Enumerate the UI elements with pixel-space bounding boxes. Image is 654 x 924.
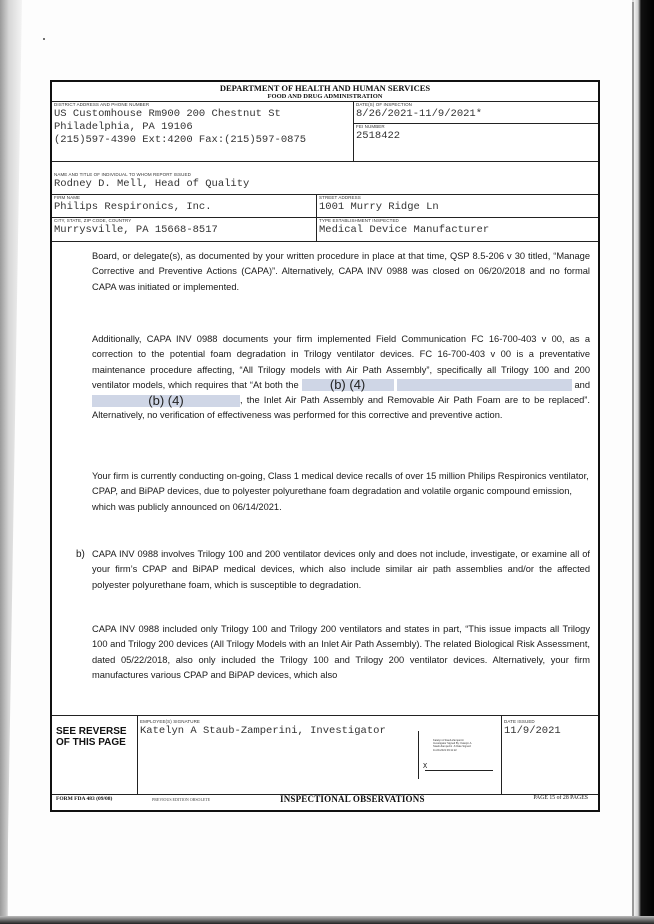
scan-speck [43, 38, 45, 40]
city-row [52, 218, 598, 242]
observation-item-b [76, 547, 590, 593]
recipient-label: NAME AND TITLE OF INDIVIDUAL TO WHOM REPORT ISSUED [54, 172, 191, 177]
district-cell [52, 102, 354, 161]
paragraph-text [92, 332, 590, 424]
scan-binding-edge [634, 0, 654, 924]
inspection-dates-label: DATE(S) OF INSPECTION [356, 102, 413, 107]
city-cell [52, 218, 317, 241]
firm-cell [52, 195, 317, 217]
observation-paragraph-5 [92, 622, 590, 683]
observation-paragraph-3 [92, 469, 590, 515]
recipient-value: Rodney D. Mell, Head of Quality [54, 178, 250, 190]
page-number: PAGE 15 of 28 PAGES [533, 795, 588, 801]
establishment-label: TYPE ESTABLISHMENT INSPECTED [319, 218, 399, 223]
signature-stamp-text: Katelyn A Staub-Zamperini Investigator Signed By: Katelyn A. Staub-Zamperini -S Date Signed: 11-09-2021 09:11:22 [433, 739, 473, 752]
city-label: CITY, STATE, ZIP CODE, COUNTRY [54, 218, 132, 223]
paragraph-text: Board, or delegate(s), as documented by your written procedure in place at that time, QSP 8.5-206 v 30 titled, “Manage Corrective and Preventive Actions (CAPA)”. Alternatively, CAPA INV 0988 was closed on 06/20/2018 and no formal CAPA was initiated or implemented. [92, 251, 590, 292]
redaction-box: (b) (4) [92, 395, 240, 407]
employee-name: Katelyn A Staub-Zamperini, Investigator [140, 725, 386, 737]
establishment-cell [317, 218, 598, 241]
paragraph-text-part: Additionally, CAPA INV 0988 documents your firm implemented Field Communication FC 16-700-403 v 00, as a correction to the potential foam degradation in Trilogy ventilator devices. FC 16-700-403 v 00 is a preventative maintenance procedure affecting, “All Trilogy models with Air Path Assembly”, specifically all Trilogy 100 and 200 ventilator models, which requires that “At both the [92, 334, 590, 390]
city-value: Murrysville, PA 15668-8517 [54, 224, 218, 236]
paragraph-text: Your firm is currently conducting on-going, Class 1 medical device recalls of over 15 million Philips Respironics ventilator, CPAP, and BiPAP devices, due to polyester polyurethane foam degradation and volatile organic compound emission, which was publicly announced on 06/14/2021. [92, 471, 589, 512]
employee-signature-cell [138, 716, 502, 794]
date-issued-cell [502, 716, 598, 794]
paragraph-text-part: , the Inlet Air Path Assembly and Removable Air Path Foam are to be replaced”. Alternatively, no verification of effectiveness was performed for this corrective and preventive action. [92, 395, 590, 421]
fei-value: 2518422 [356, 130, 401, 142]
district-section [52, 102, 598, 162]
form-footer [52, 790, 598, 810]
street-cell [317, 195, 598, 217]
previous-edition-note: PREVIOUS EDITION OBSOLETE [152, 797, 211, 802]
establishment-value: Medical Device Manufacturer [319, 224, 490, 236]
district-line2: Philadelphia, PA 19106 [54, 121, 193, 133]
street-value: 1001 Murry Ridge Ln [319, 201, 439, 213]
fei-label: FEI NUMBER [356, 124, 385, 129]
redaction-box-blank [397, 379, 572, 391]
observation-paragraph-2 [92, 332, 590, 424]
see-reverse-note [52, 716, 137, 748]
form-header [52, 82, 598, 102]
firm-row [52, 195, 598, 218]
paragraph-text: CAPA INV 0988 included only Trilogy 100 and Trilogy 200 ventilators and states in part, “This issue impacts all Trilogy 100 and Trilogy 200 devices (All Trilogy Models with an Inlet Air Path Assembly). The related Biological Risk Assessment, dated 05/22/2018, also only included the Trilogy 100 and Trilogy 200 ventilator devices. Alternatively, your firm manufactures various CPAP and BiPAP devices, which also [92, 624, 590, 680]
district-line1: US Customhouse Rm900 200 Chestnut St [54, 108, 281, 120]
signature-x-mark: X [423, 763, 428, 771]
paragraph-text: CAPA INV 0988 involves Trilogy 100 and 200 ventilator devices only and does not include, investigate, or examine all of your firm’s CPAP and BiPAP medical devices, which also include similar air path assemblies and/or the affected polyester polyurethane foam, which is susceptible to degradation. [92, 549, 590, 590]
street-label: STREET ADDRESS [319, 195, 361, 200]
date-issued-label: DATE ISSUED [504, 719, 535, 724]
signature-section [52, 715, 598, 795]
digital-signature-box [418, 731, 495, 779]
date-issued-value: 11/9/2021 [504, 725, 561, 737]
recipient-row [52, 162, 598, 195]
redaction-box: (b) (4) [302, 379, 394, 391]
fda-483-form [50, 80, 600, 812]
see-reverse-line-2: OF THIS PAGE [56, 737, 126, 748]
see-reverse-line-1: SEE REVERSE [56, 726, 127, 737]
signature-line [425, 770, 493, 771]
see-reverse-cell [52, 716, 138, 794]
scan-bottom-edge [0, 916, 654, 924]
fei-field [354, 124, 598, 143]
footer-title: INSPECTIONAL OBSERVATIONS [280, 794, 425, 804]
inspection-dates-field [354, 102, 598, 124]
firm-label: FIRM NAME [54, 195, 81, 200]
employee-signature-label: EMPLOYEE(S) SIGNATURE [140, 719, 201, 724]
paragraph-text-part: and [574, 379, 590, 390]
department-title: DEPARTMENT OF HEALTH AND HUMAN SERVICES [219, 83, 431, 93]
district-line3: (215)597-4390 Ext:4200 Fax:(215)597-0875 [54, 134, 307, 146]
agency-title: FOOD AND DRUG ADMINISTRATION [267, 93, 383, 100]
district-label: DISTRICT ADDRESS AND PHONE NUMBER [54, 102, 150, 107]
dates-fei-cell [354, 102, 598, 161]
observation-paragraph-1 [92, 249, 590, 295]
form-number: FORM FDA 483 (09/08) [56, 796, 113, 802]
item-marker: b) [76, 549, 85, 560]
firm-value: Philips Respironics, Inc. [54, 201, 212, 213]
inspection-dates-value: 8/26/2021-11/9/2021* [356, 108, 483, 120]
